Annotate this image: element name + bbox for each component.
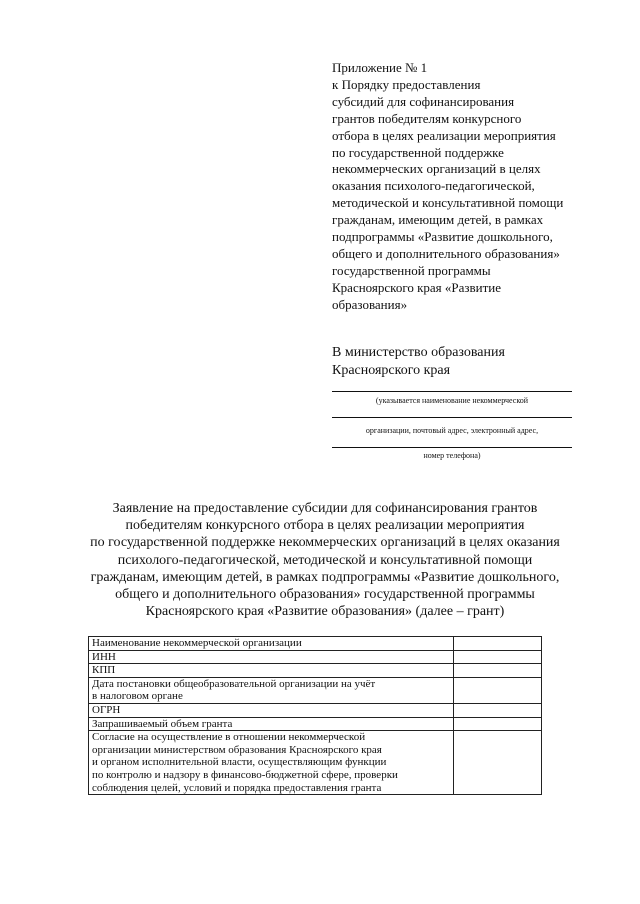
fill-hint: организации, почтовый адрес, электронный адрес, [365, 426, 539, 435]
appendix-line: подпрограммы «Развитие дошкольного, [332, 229, 553, 245]
appendix-line: оказания психолого-педагогической, [332, 178, 535, 194]
applicant-fill-area [332, 391, 572, 461]
row-label-line: и органом исполнительной власти, осуществляющим функции [92, 756, 387, 769]
row-label [89, 703, 454, 717]
title-line: Заявление на предоставление субсидии для софинансирования грантов [112, 501, 538, 516]
row-label-line: в налоговом органе [92, 690, 183, 703]
addressee-line: В министерство образования [332, 345, 505, 360]
addressee-line: Красноярского края [332, 363, 451, 378]
title-line: Красноярского края «Развитие образования» (далее – грант) [145, 604, 505, 620]
appendix-line: общего и дополнительного образования» [332, 245, 560, 261]
consent-field[interactable] [454, 731, 542, 795]
application-title [60, 500, 590, 620]
appendix-line: грантов победителям конкурсного [332, 110, 522, 126]
row-label-line: Запрашиваемый объем гранта [92, 717, 233, 730]
title-line: по государственной поддержке некоммерческих организаций в целях оказания [90, 535, 560, 551]
row-label-line: ОГРН [92, 703, 121, 716]
appendix-line: методической и консультативной помощи [332, 195, 564, 211]
row-label-line: соблюдения целей, условий и порядка предоставления гранта [92, 781, 382, 794]
addressee [332, 344, 622, 380]
row-label [89, 637, 454, 651]
application-form-table [88, 636, 542, 795]
row-label-line: КПП [92, 664, 116, 677]
table-row [89, 650, 542, 664]
appendix-line: государственной программы [332, 262, 491, 278]
appendix-line: субсидий для софинансирования [332, 93, 515, 109]
row-label-line: организации министерством образования Красноярского края [92, 743, 382, 756]
inn-field[interactable] [454, 650, 542, 664]
organization-name-field[interactable] [454, 637, 542, 651]
fill-hint: номер телефона) [423, 451, 481, 460]
fill-line[interactable] [332, 391, 572, 392]
fill-hint: (указывается наименование некоммерческой [375, 396, 529, 405]
row-label [89, 677, 454, 703]
appendix-line: гражданам, имеющим детей, в рамках [332, 212, 544, 228]
row-label [89, 717, 454, 731]
appendix-line: отбора в целях реализации мероприятия [332, 127, 556, 143]
appendix-line: Приложение № 1 [332, 60, 428, 75]
row-label-line: по контролю и надзору в финансово-бюджетной сфере, проверки [92, 768, 398, 781]
title-line: победителям конкурсного отбора в целях реализации мероприятия [125, 518, 525, 534]
title-line: гражданам, имеющим детей, в рамках подпрограммы «Развитие дошкольного, [90, 569, 560, 585]
appendix-header [332, 60, 622, 314]
tax-registration-date-field[interactable] [454, 677, 542, 703]
table-row [89, 637, 542, 651]
appendix-line: к Порядку предоставления [332, 76, 481, 92]
title-line: психолого-педагогической, методической и консультативной помощи [117, 552, 533, 568]
table-row [89, 717, 542, 731]
row-label-line: ИНН [92, 650, 116, 663]
fill-line[interactable] [332, 417, 572, 418]
row-label [89, 664, 454, 678]
row-label-line: Дата постановки общеобразовательной организации на учёт [92, 677, 376, 690]
table-row [89, 731, 542, 795]
table-row [89, 677, 542, 703]
grant-amount-field[interactable] [454, 717, 542, 731]
appendix-line: образования» [332, 296, 408, 312]
row-label [89, 650, 454, 664]
table-row [89, 703, 542, 717]
appendix-line: по государственной поддержке [332, 144, 504, 160]
appendix-line: Красноярского края «Развитие [332, 279, 502, 295]
row-label-line: Согласие на осуществление в отношении некоммерческой [92, 731, 366, 744]
appendix-line: некоммерческих организаций в целях [332, 161, 541, 177]
title-line: общего и дополнительного образования» государственной программы [115, 587, 535, 603]
row-label [89, 731, 454, 795]
table-row [89, 664, 542, 678]
fill-line[interactable] [332, 447, 572, 448]
kpp-field[interactable] [454, 664, 542, 678]
ogrn-field[interactable] [454, 703, 542, 717]
row-label-line: Наименование некоммерческой организации [92, 637, 302, 649]
